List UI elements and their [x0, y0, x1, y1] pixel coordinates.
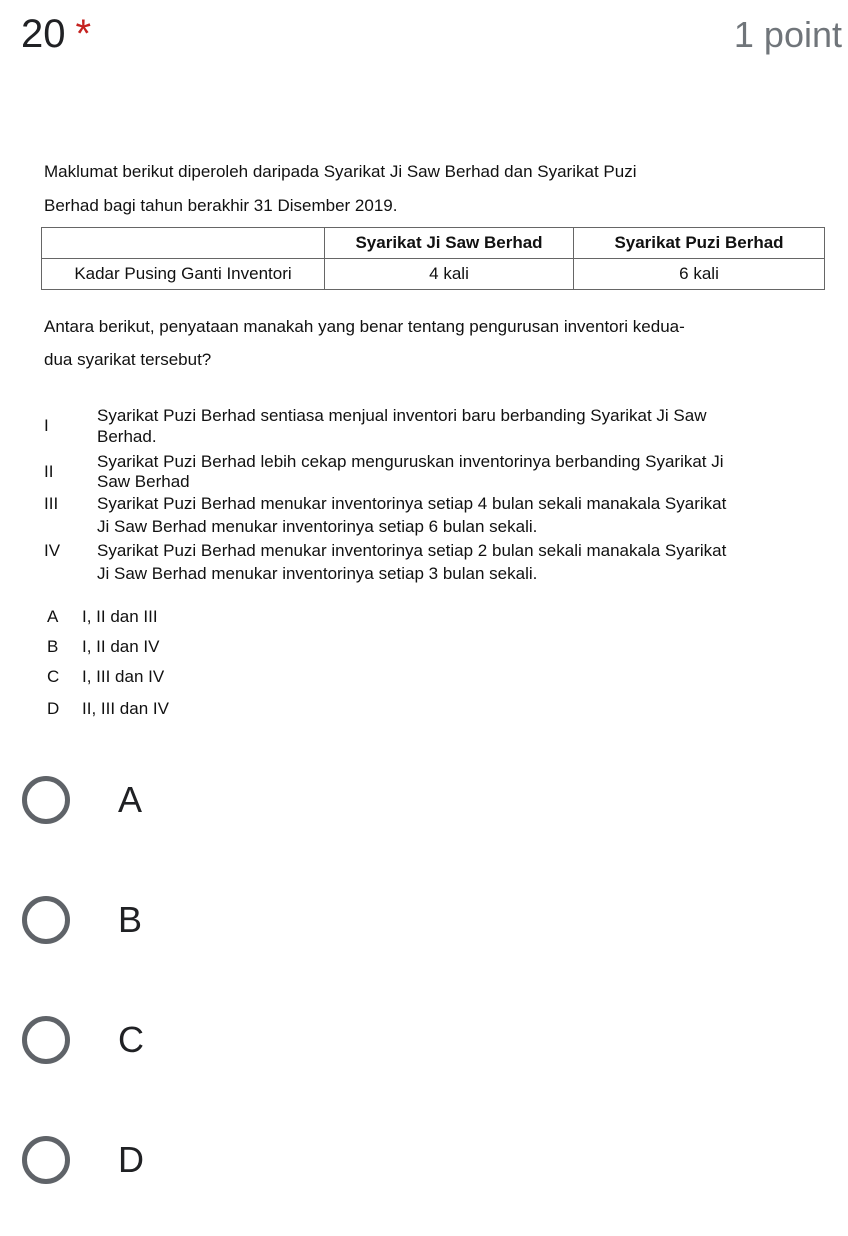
radio-option-a[interactable] [22, 770, 142, 830]
statement-number: II [44, 462, 54, 481]
choice-item [47, 699, 169, 719]
radio-circle-icon[interactable] [22, 776, 70, 824]
radio-circle-icon[interactable] [22, 1136, 70, 1184]
statement-text: Syarikat Puzi Berhad sentiasa menjual inventori baru berbanding Syarikat Ji Saw [97, 406, 707, 425]
choice-letter: D [47, 699, 60, 718]
question-points: 1 point [733, 14, 842, 55]
table-cell: 4 kali [325, 259, 574, 290]
choice-text: I, II dan IV [82, 637, 160, 656]
choice-letter: B [47, 637, 59, 656]
radio-label[interactable]: B [118, 899, 143, 940]
radio-option-b[interactable] [22, 890, 142, 950]
choice-text: I, III dan IV [82, 667, 165, 686]
radio-circle-icon[interactable] [22, 896, 70, 944]
statement-text: Ji Saw Berhad menukar inventorinya setiap 3 bulan sekali. [97, 564, 538, 583]
table-header-cell: Syarikat Ji Saw Berhad [325, 228, 574, 259]
statement-text: Syarikat Puzi Berhad menukar inventorinya setiap 2 bulan sekali manakala Syarikat [97, 541, 727, 560]
intro-text-line-2: Berhad bagi tahun berakhir 31 Disember 2019. [44, 196, 398, 215]
radio-label[interactable]: D [118, 1139, 144, 1180]
table-row [42, 259, 825, 290]
radio-option-c[interactable] [22, 1010, 144, 1070]
radio-label[interactable]: A [118, 779, 143, 820]
question-text-line-2: dua syarikat tersebut? [44, 350, 212, 369]
radio-option-d[interactable] [22, 1130, 144, 1190]
question-number [21, 10, 91, 58]
table-cell: Kadar Pusing Ganti Inventori [42, 259, 325, 290]
statement-text: Syarikat Puzi Berhad menukar inventorinya setiap 4 bulan sekali manakala Syarikat [97, 494, 727, 513]
table-header-row [42, 228, 825, 259]
choice-letter: C [47, 667, 60, 686]
choice-text: II, III dan IV [82, 699, 169, 718]
inventory-table [41, 227, 825, 290]
question-text-line-1: Antara berikut, penyataan manakah yang benar tentang pengurusan inventori kedua- [44, 317, 685, 336]
table-header-cell: Syarikat Puzi Berhad [574, 228, 825, 259]
radio-circle-icon[interactable] [22, 1016, 70, 1064]
radio-label[interactable]: C [118, 1019, 144, 1060]
table-header-cell [42, 228, 325, 259]
choice-letter: A [47, 607, 59, 626]
choice-item [47, 607, 158, 627]
statement-text: Ji Saw Berhad menukar inventorinya setiap 6 bulan sekali. [97, 517, 538, 536]
choice-item [47, 667, 164, 687]
statement-number: III [44, 494, 59, 513]
statement-text: Syarikat Puzi Berhad lebih cekap menguruskan inventorinya berbanding Syarikat Ji [97, 452, 724, 471]
required-asterisk: * [75, 12, 92, 56]
statement-number: IV [44, 541, 61, 560]
question-number-text: 20 [21, 12, 66, 56]
choice-item [47, 637, 160, 657]
choice-text: I, II dan III [82, 607, 158, 626]
table-cell: 6 kali [574, 259, 825, 290]
intro-text-line-1: Maklumat berikut diperoleh daripada Syarikat Ji Saw Berhad dan Syarikat Puzi [44, 162, 637, 181]
statement-text: Berhad. [97, 427, 157, 446]
statement-text: Saw Berhad [97, 472, 190, 491]
statement-number: I [44, 416, 49, 435]
